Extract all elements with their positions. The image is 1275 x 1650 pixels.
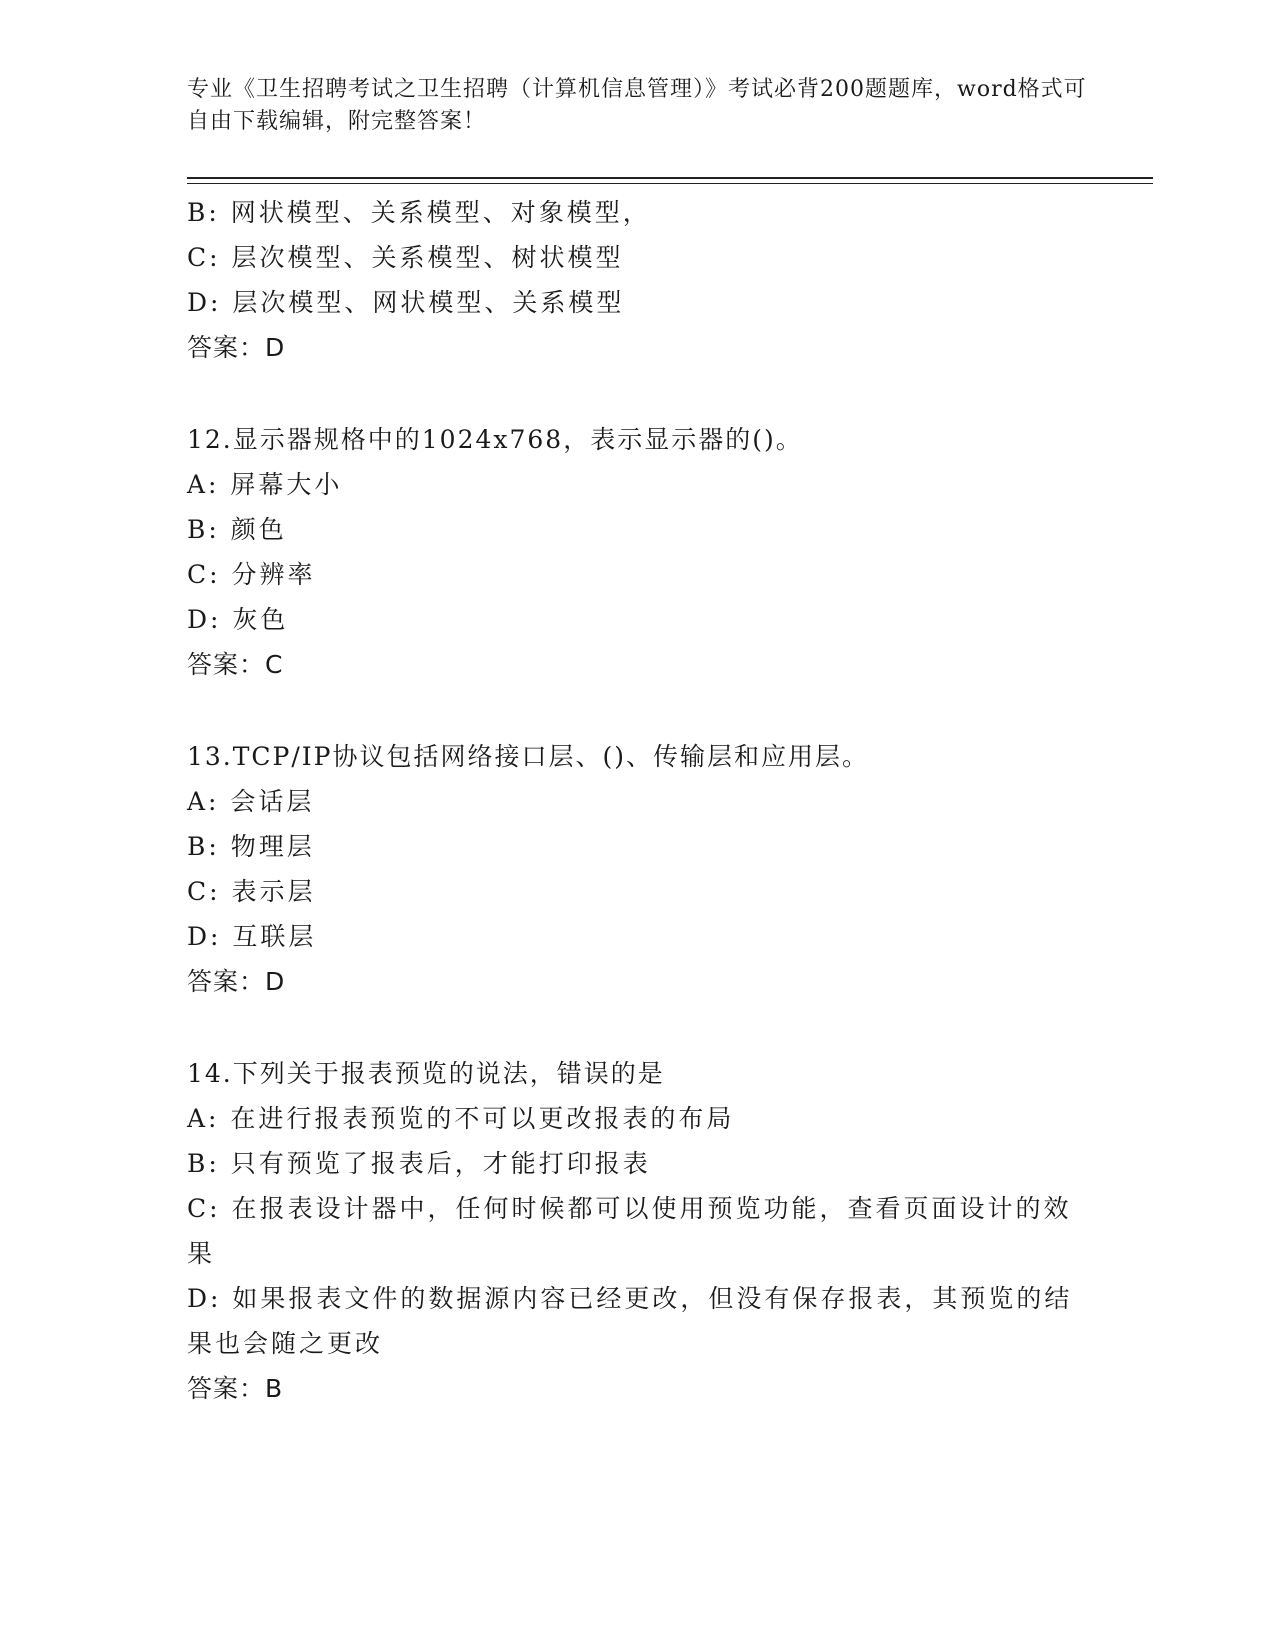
option-c: C: 分辨率 bbox=[187, 560, 316, 589]
option-c: C: 在报表设计器中，任何时候都可以使用预览功能，查看页面设计的效果 bbox=[187, 1194, 1072, 1268]
option-d: D: 灰色 bbox=[187, 605, 289, 634]
document-header: 专业《卫生招聘考试之卫生招聘（计算机信息管理）》考试必背200题题库，word格式可自由下载编辑，附完整答案！ bbox=[187, 77, 1087, 134]
option-b: B: 网状模型、关系模型、对象模型， bbox=[187, 198, 651, 227]
answer-line: 答案：C bbox=[187, 650, 284, 679]
header-rule-thin bbox=[187, 183, 1153, 184]
option-d: D: 层次模型、网状模型、关系模型 bbox=[187, 288, 625, 317]
option-b: B: 只有预览了报表后，才能打印报表 bbox=[187, 1149, 651, 1178]
option-d: D: 互联层 bbox=[187, 922, 317, 951]
option-b: B: 颜色 bbox=[187, 515, 287, 544]
option-b: B: 物理层 bbox=[187, 832, 315, 861]
option-a: A: 会话层 bbox=[187, 787, 315, 816]
question-12 bbox=[187, 417, 1087, 687]
question-14 bbox=[187, 1051, 1087, 1411]
question-stem: 14.下列关于报表预览的说法，错误的是 bbox=[187, 1059, 665, 1088]
question-stem: 13.TCP/IP协议包括网络接口层、()、传输层和应用层。 bbox=[187, 742, 870, 771]
header-rule-thick bbox=[187, 177, 1153, 179]
question-stem: 12.显示器规格中的1024x768，表示显示器的()。 bbox=[187, 425, 803, 454]
question-content bbox=[187, 190, 1087, 1458]
option-c: C: 表示层 bbox=[187, 877, 316, 906]
answer-line: 答案：D bbox=[187, 967, 286, 996]
option-a: A: 屏幕大小 bbox=[187, 470, 343, 499]
answer-line: 答案：B bbox=[187, 1374, 284, 1403]
option-a: A: 在进行报表预览的不可以更改报表的布局 bbox=[187, 1104, 735, 1133]
option-c: C: 层次模型、关系模型、树状模型 bbox=[187, 243, 624, 272]
question-13 bbox=[187, 734, 1087, 1004]
option-d: D: 如果报表文件的数据源内容已经更改，但没有保存报表，其预览的结果也会随之更改 bbox=[187, 1284, 1073, 1358]
question-11-partial bbox=[187, 190, 1087, 370]
answer-line: 答案：D bbox=[187, 333, 286, 362]
